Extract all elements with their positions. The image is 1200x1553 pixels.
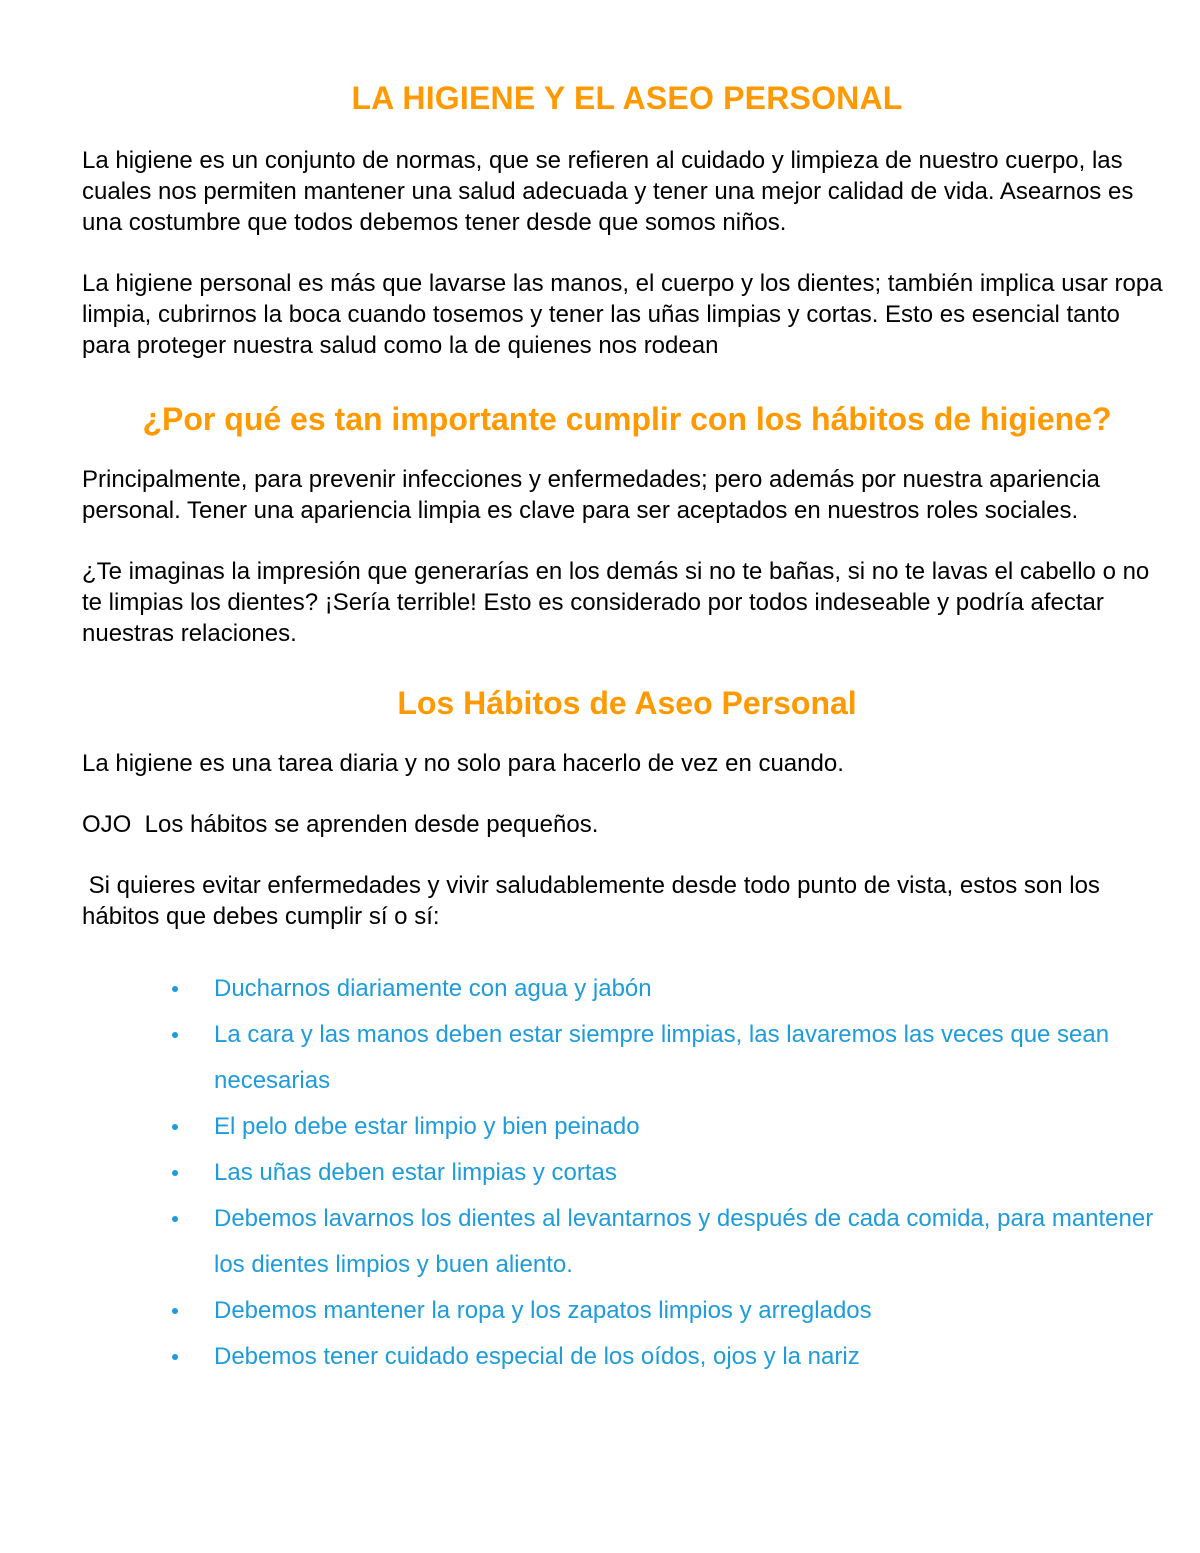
intro-paragraph-1: La higiene es un conjunto de normas, que se refieren al cuidado y limpieza de nuestro cuerpo, las cuales nos permiten mantener una salud adecuada y tener una mejor calidad de vida. Asearnos es una costumbre que todos debemos tener desde que somos niños.	[82, 147, 1134, 236]
habits-list	[82, 966, 1172, 1380]
bullet-icon	[172, 1032, 178, 1038]
habits-paragraph-1: La higiene es una tarea diaria y no solo para hacerlo de vez en cuando.	[82, 750, 844, 777]
section-heading-importance: ¿Por qué es tan importante cumplir con los hábitos de higiene?	[142, 401, 1112, 437]
bullet-icon	[172, 1124, 178, 1130]
list-item-text: Las uñas deben estar limpias y cortas	[214, 1159, 617, 1186]
list-item	[172, 1196, 1172, 1288]
list-item-text: El pelo debe estar limpio y bien peinado	[214, 1113, 640, 1140]
importance-paragraph-2: ¿Te imaginas la impresión que generarías en los demás si no te bañas, si no te lavas el cabello o no te limpias los dientes? ¡Sería terrible! Esto es considerado por todos indeseable y podría afectar nuestras relaciones.	[82, 558, 1150, 647]
bullet-icon	[172, 1170, 178, 1176]
section-heading-habits: Los Hábitos de Aseo Personal	[397, 685, 857, 721]
list-item	[172, 1334, 1172, 1380]
list-item	[172, 966, 1172, 1012]
bullet-icon	[172, 1308, 178, 1314]
document-page	[82, 80, 1172, 1380]
intro-paragraph-2: La higiene personal es más que lavarse las manos, el cuerpo y los dientes; también implica usar ropa limpia, cubrirnos la boca cuando tosemos y tener las uñas limpias y cortas. Esto es esencial tanto para proteger nuestra salud como la de quienes nos rodean	[82, 270, 1163, 359]
list-item-text: Debemos lavarnos los dientes al levantarnos y después de cada comida, para mantener los dientes limpios y buen aliento.	[214, 1205, 1154, 1278]
habits-paragraph-intro: Si quieres evitar enfermedades y vivir saludablemente desde todo punto de vista, estos son los hábitos que debes cumplir sí o sí:	[82, 872, 1107, 930]
list-item-text: Ducharnos diariamente con agua y jabón	[214, 975, 652, 1002]
document-title: LA HIGIENE Y EL ASEO PERSONAL	[351, 80, 903, 116]
list-item-text: La cara y las manos deben estar siempre limpias, las lavaremos las veces que sean necesarias	[214, 1021, 1110, 1094]
list-item-text: Debemos mantener la ropa y los zapatos limpios y arreglados	[214, 1297, 872, 1324]
list-item	[172, 1012, 1172, 1104]
list-item	[172, 1288, 1172, 1334]
bullet-icon	[172, 986, 178, 992]
list-item	[172, 1104, 1172, 1150]
list-item	[172, 1150, 1172, 1196]
list-item-text: Debemos tener cuidado especial de los oídos, ojos y la nariz	[214, 1343, 860, 1370]
importance-paragraph-1: Principalmente, para prevenir infecciones y enfermedades; pero además por nuestra apariencia personal. Tener una apariencia limpia es clave para ser aceptados en nuestros roles sociales.	[82, 466, 1100, 524]
bullet-icon	[172, 1216, 178, 1222]
habits-paragraph-ojo: OJO Los hábitos se aprenden desde pequeños.	[82, 811, 599, 838]
bullet-icon	[172, 1354, 178, 1360]
